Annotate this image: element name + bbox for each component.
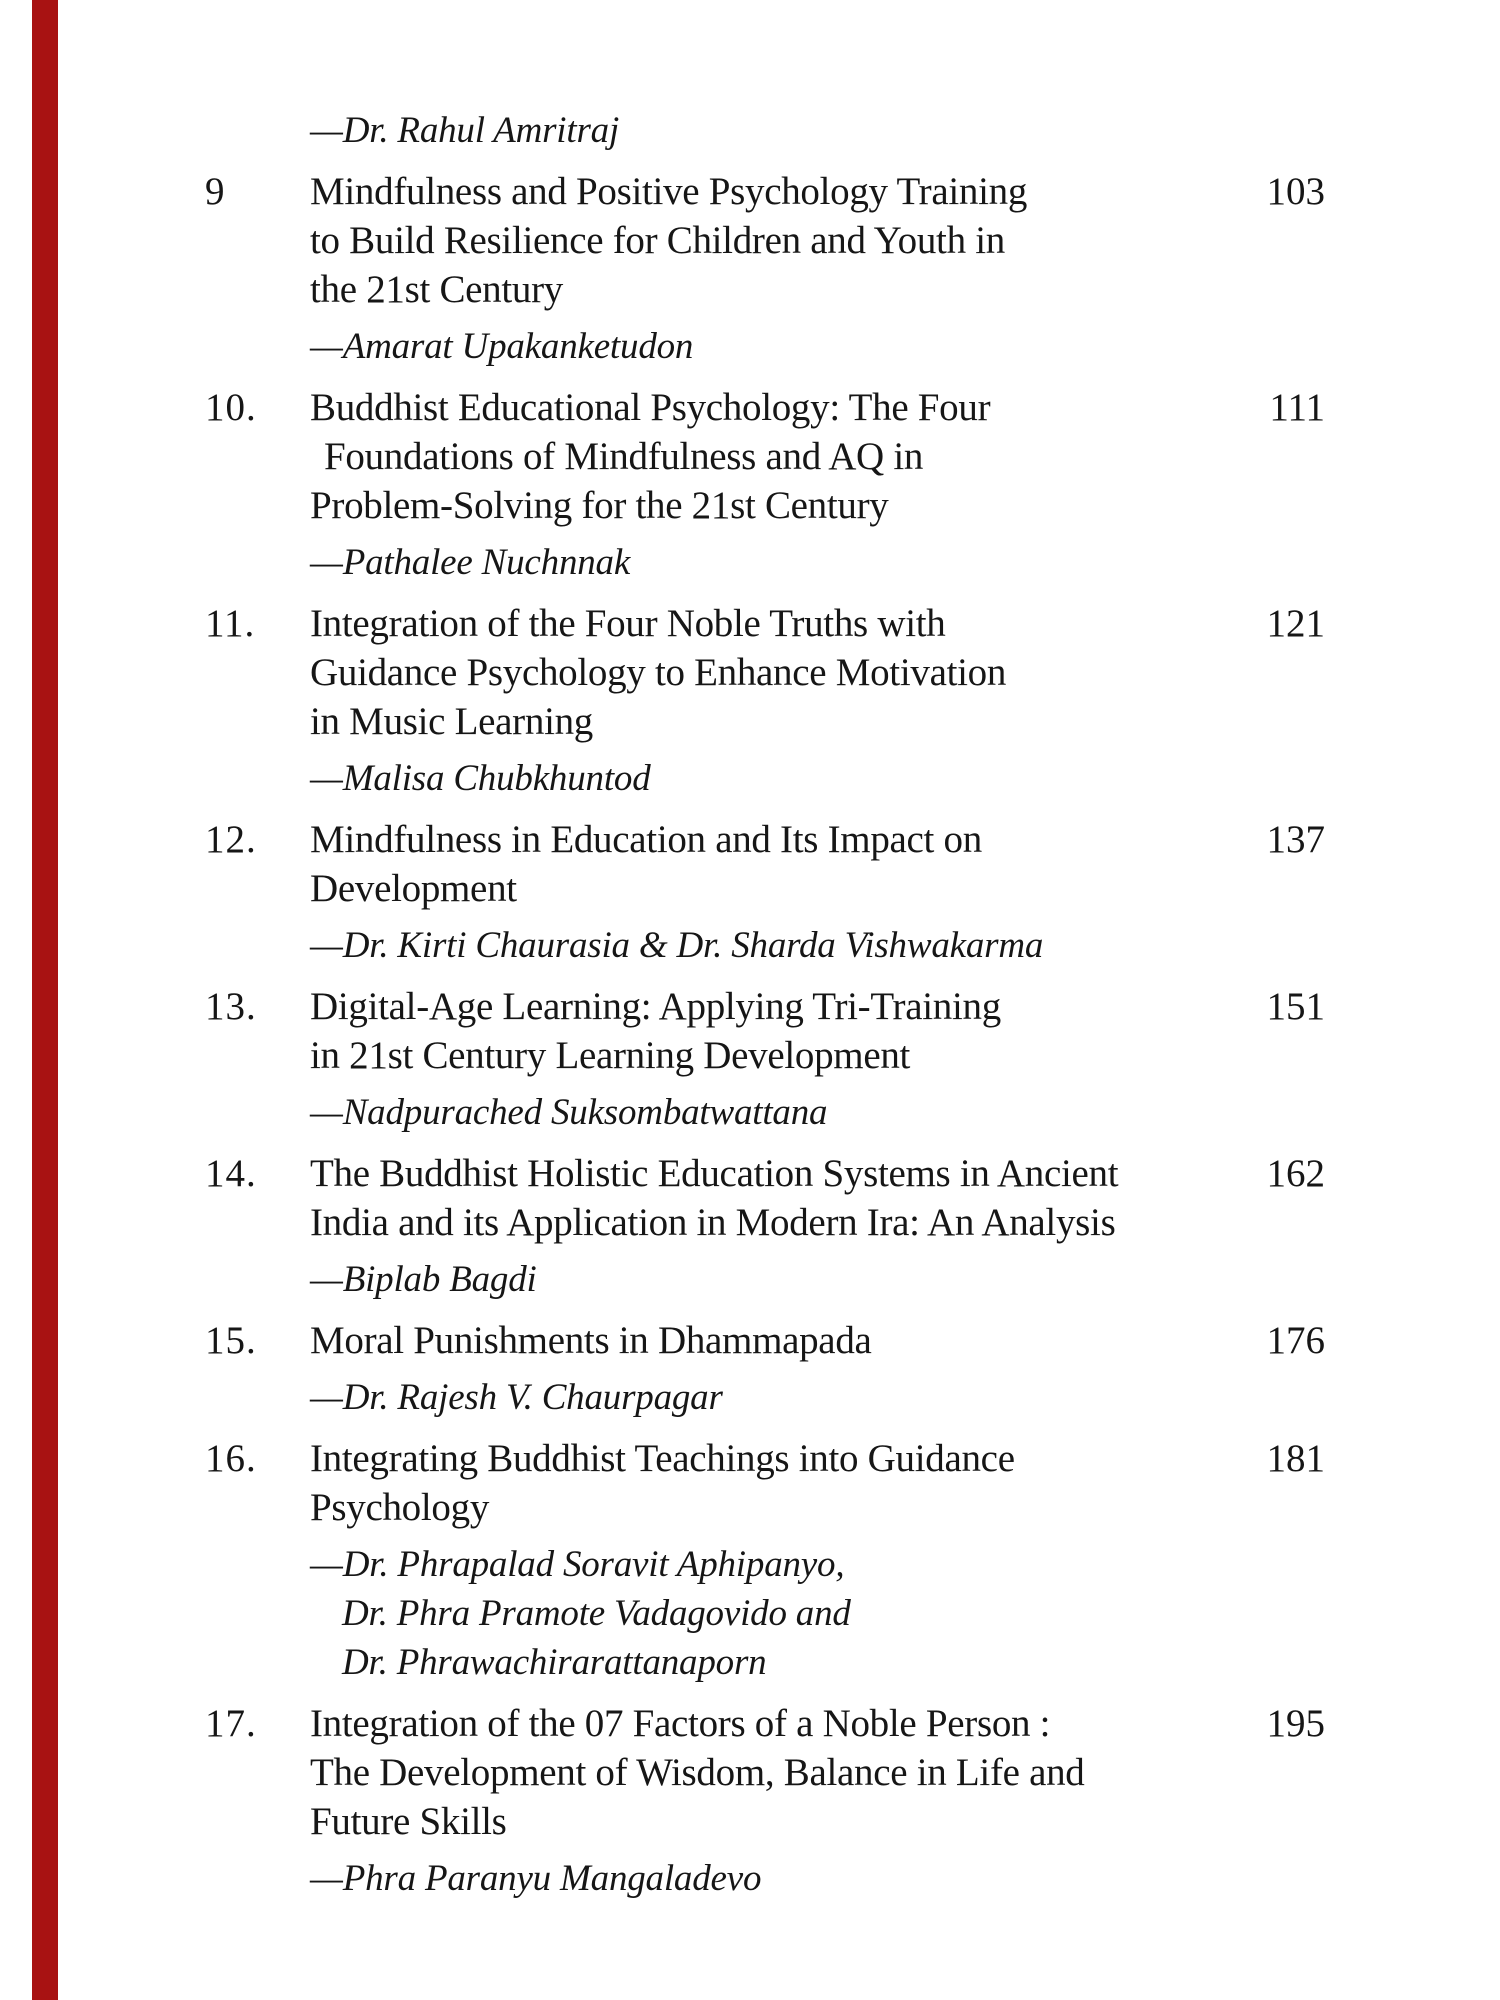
entry-author: —Dr. Rajesh V. Chaurpagar: [310, 1377, 723, 1418]
entry-page-number: 195: [1266, 1702, 1325, 1745]
entry-page-number: 111: [1269, 386, 1325, 429]
entry-title-line: Integration of the Four Noble Truths with: [310, 602, 946, 645]
entry-page-number: 121: [1266, 602, 1325, 645]
entry-title: [310, 1699, 1235, 1846]
entry-title: [310, 1316, 1235, 1365]
entry-title-line: Mindfulness and Positive Psychology Training: [310, 170, 1028, 213]
entry-number: 13.: [205, 985, 257, 1028]
toc-entry: [205, 1699, 1325, 1903]
entry-number: 14.: [205, 1152, 257, 1195]
entry-title-line: The Development of Wisdom, Balance in Life and: [310, 1751, 1085, 1794]
entry-author-block: [205, 1540, 1325, 1687]
entry-author-block: [205, 538, 1325, 587]
entry-page-number: 181: [1266, 1437, 1325, 1480]
entry-title-line: to Build Resilience for Children and Youth in: [310, 219, 1005, 262]
entry-title-line: Integrating Buddhist Teachings into Guidance: [310, 1437, 1015, 1480]
entry-title-line: Buddhist Educational Psychology: The Four: [310, 386, 991, 429]
entry-number: 17.: [205, 1702, 257, 1745]
entry-title-line: Mindfulness in Education and Its Impact on: [310, 818, 982, 861]
entry-author: —Nadpurached Suksombatwattana: [310, 1092, 828, 1133]
entry-title-line: in Music Learning: [310, 700, 594, 743]
entry-author-block: [205, 322, 1325, 371]
entry-author: —Amarat Upakanketudon: [310, 326, 694, 367]
entry-author-block: [205, 1373, 1325, 1422]
entry-author: Dr. Phrawachirarattanaporn: [342, 1642, 767, 1683]
entry-title: [310, 982, 1235, 1080]
toc-entry: [205, 982, 1325, 1137]
entry-title-line: Future Skills: [310, 1800, 507, 1843]
entry-page-number: 176: [1266, 1319, 1325, 1362]
entry-title: [310, 383, 1235, 530]
entry-title: [310, 815, 1235, 913]
entry-author: —Biplab Bagdi: [310, 1259, 537, 1300]
entry-title-line: Integration of the 07 Factors of a Noble Person :: [310, 1702, 1051, 1745]
entry-author: Dr. Phra Pramote Vadagovido and: [342, 1593, 851, 1634]
entry-title-line: Digital-Age Learning: Applying Tri-Training: [310, 985, 1001, 1028]
left-accent-bar: [32, 0, 58, 2000]
entry-page-number: 151: [1266, 985, 1325, 1028]
entry-author-block: [205, 1854, 1325, 1903]
entry-title-line: India and its Application in Modern Ira: An Analysis: [310, 1201, 1116, 1244]
entry-author: —Pathalee Nuchnnak: [310, 542, 631, 583]
entry-author: —Dr. Kirti Chaurasia & Dr. Sharda Vishwakarma: [310, 925, 1044, 966]
entry-title: [310, 599, 1235, 746]
table-of-contents: [205, 106, 1325, 1915]
entry-author: —Dr. Rahul Amritraj: [310, 110, 620, 151]
entry-title-line: Moral Punishments in Dhammapada: [310, 1319, 872, 1362]
toc-entry: [205, 815, 1325, 970]
entry-number: 16.: [205, 1437, 257, 1480]
leading-author-block: [205, 106, 1325, 155]
entry-title-line: Problem-Solving for the 21st Century: [310, 484, 889, 527]
toc-entry: [205, 1434, 1325, 1687]
entry-author-block: [205, 921, 1325, 970]
entry-author-block: [205, 754, 1325, 803]
entry-page-number: 103: [1266, 170, 1325, 213]
entry-number: 11.: [205, 602, 256, 645]
entry-author: —Phra Paranyu Mangaladevo: [310, 1858, 762, 1899]
entry-title-line: the 21st Century: [310, 268, 564, 311]
entry-title-line: Psychology: [310, 1486, 490, 1529]
entry-title-line: in 21st Century Learning Development: [310, 1034, 911, 1077]
entry-page-number: 137: [1266, 818, 1325, 861]
entry-author-block: [205, 1088, 1325, 1137]
toc-entry: [205, 167, 1325, 371]
entry-title: [310, 167, 1235, 314]
toc-entry: [205, 383, 1325, 587]
entry-title-line: Foundations of Mindfulness and AQ in: [324, 435, 924, 478]
entry-author: —Dr. Phrapalad Soravit Aphipanyo,: [310, 1544, 845, 1585]
entry-author-block: [205, 1255, 1325, 1304]
entry-title-line: Guidance Psychology to Enhance Motivation: [310, 651, 1007, 694]
entry-number: 12.: [205, 818, 257, 861]
entry-page-number: 162: [1266, 1152, 1325, 1195]
toc-entry: [205, 1149, 1325, 1304]
toc-entry: [205, 1316, 1325, 1422]
entry-number: 15.: [205, 1319, 257, 1362]
entry-title-line: Development: [310, 867, 517, 910]
entry-author: —Malisa Chubkhuntod: [310, 758, 651, 799]
entry-number: 9: [205, 170, 226, 213]
entry-number: 10.: [205, 386, 257, 429]
entry-title: [310, 1149, 1235, 1247]
entry-title-line: The Buddhist Holistic Education Systems in Ancient: [310, 1152, 1119, 1195]
toc-entry: [205, 599, 1325, 803]
entry-title: [310, 1434, 1235, 1532]
